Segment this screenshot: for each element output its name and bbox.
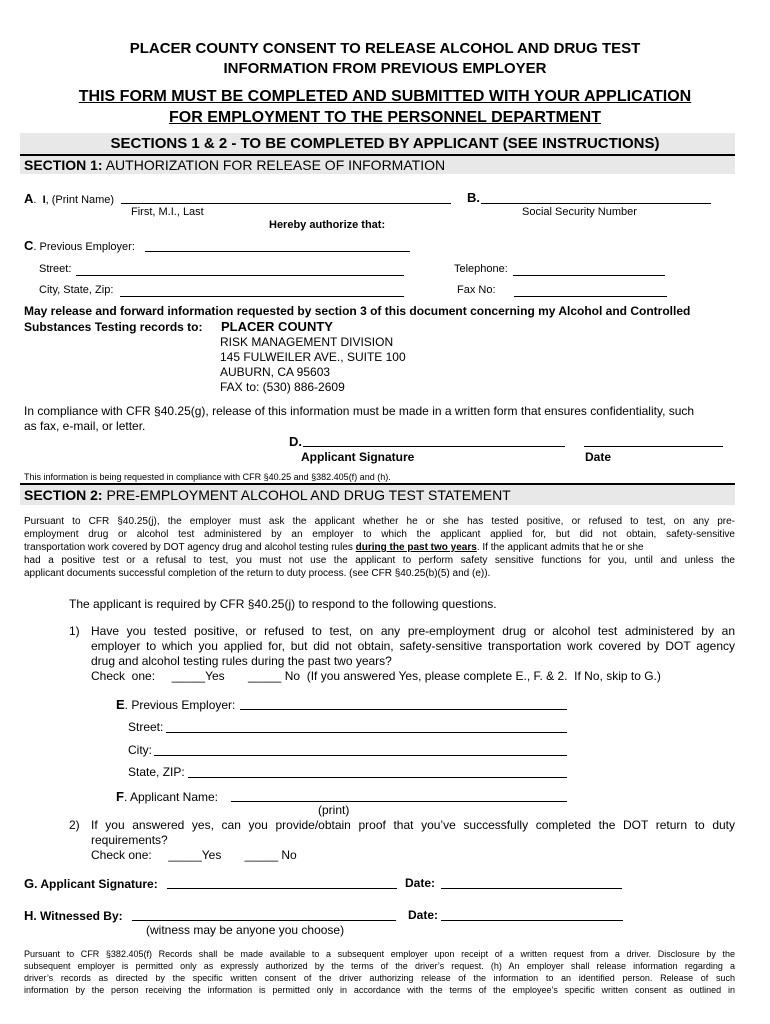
a-letter: A	[24, 191, 34, 206]
paragraph-line: employment drug or alcohol test administered by an employer to which the applicant applied for, but did not obtain, safety-sensitive	[24, 529, 735, 540]
section2-heading: PRE-EMPLOYMENT ALCOHOL AND DRUG TEST STATEMENT	[106, 487, 511, 503]
paragraph-line: Pursuant to CFR §40.25(j), the employer must ask the applicant whether he or she has tested positive, or refused to test, on any pre-	[24, 516, 735, 527]
date-caption: Date	[585, 450, 612, 464]
address-line3: AUBURN, CA 95603	[220, 365, 331, 379]
e-city-input[interactable]	[154, 755, 567, 756]
g-date-input[interactable]	[441, 888, 622, 889]
e-previous-employer-input[interactable]	[240, 709, 567, 710]
question2-line: requirements?	[91, 833, 168, 847]
section1-heading: AUTHORIZATION FOR RELEASE OF INFORMATION	[105, 157, 446, 173]
fax-number: FAX to: (530) 886-2609	[220, 380, 345, 394]
street-input[interactable]	[76, 275, 404, 276]
e-state-label: State, ZIP:	[128, 765, 185, 779]
print-name-input[interactable]	[121, 203, 451, 204]
past-two-years-emphasis: during the past two years	[355, 542, 477, 553]
question2-line: If you answered yes, can you provide/obtain proof that you’ve successfully completed the DOT return to duty	[91, 818, 735, 832]
e-city-label: City:	[128, 743, 152, 757]
hereby-authorize: Hereby authorize that:	[269, 219, 386, 231]
h-date-input[interactable]	[441, 920, 623, 921]
section2-header	[24, 487, 511, 503]
compliance-text-1: In compliance with CFR §40.25(g), release of this information must be made in a written form that ensures confidentiality, such	[24, 404, 695, 418]
field-f-label: F. Applicant Name:	[116, 789, 219, 804]
e-street-label: Street:	[128, 720, 164, 734]
field-c-label: C. Previous Employer:	[24, 238, 135, 253]
a-label: , (Print Name)	[45, 194, 115, 206]
sections-banner: SECTIONS 1 & 2 - TO BE COMPLETED BY APPLICANT (SEE INSTRUCTIONS)	[110, 135, 660, 152]
question2-check[interactable]: Check one: _____Yes _____ No	[91, 848, 297, 862]
section2-label: SECTION 2:	[24, 487, 103, 503]
section1-footnote: This information is being requested in compliance with CFR §40.25 and §382.405(f) and (h).	[24, 472, 391, 482]
release-text-2: Substances Testing records to:	[24, 320, 203, 334]
e-state-zip-input[interactable]	[188, 777, 567, 778]
compliance-text-2: as fax, e-mail, or letter.	[24, 419, 146, 433]
paragraph-line: transportation work covered by DOT agency drug and alcohol testing rules during the past two years. If the applicant admits that he or she	[24, 542, 644, 553]
street-label: Street:	[39, 263, 72, 275]
section1-label: SECTION 1:	[24, 157, 103, 173]
previous-employer-input[interactable]	[145, 251, 410, 252]
address-line1: RISK MANAGEMENT DIVISION	[220, 335, 394, 349]
city-input[interactable]	[120, 296, 404, 297]
signature-caption: Applicant Signature	[301, 450, 415, 464]
applicant-name-input[interactable]	[231, 801, 567, 802]
question1-line: employer to which you applied for, but did not obtain, safety-sensitive transportation work covered by DOT agency	[91, 639, 735, 653]
footer-line: information by the person receiving the information is permitted only in accordance with the terms of the employee’s specific written consent as outlined in	[24, 985, 735, 995]
telephone-label: Telephone:	[454, 263, 508, 275]
form-title-line2: INFORMATION FROM PREVIOUS EMPLOYER	[223, 60, 547, 77]
question1-number: 1)	[69, 624, 80, 638]
question1-line: Have you tested positive, or refused to test, on any pre-employment drug or alcohol test administered by an	[91, 624, 735, 638]
field-b-label: B.	[467, 190, 481, 205]
paragraph-line: had a positive test or a refusal to test, you must not use the applicant to perform safety sensitive functions for you, until and unless the	[24, 555, 735, 566]
county-name: PLACER COUNTY	[221, 319, 333, 334]
city-label: City, State, Zip:	[39, 284, 114, 296]
submission-notice-line1: THIS FORM MUST BE COMPLETED AND SUBMITTED WITH YOUR APPLICATION	[78, 88, 692, 105]
address-line2: 145 FULWEILER AVE., SUITE 100	[220, 350, 406, 364]
g-date-label: Date:	[405, 876, 436, 890]
print-caption: (print)	[318, 803, 350, 817]
h-date-label: Date:	[408, 908, 439, 922]
field-e-label: E. Previous Employer:	[116, 697, 236, 712]
field-g-label: G. Applicant Signature:	[24, 876, 158, 891]
form-title-line1: PLACER COUNTY CONSENT TO RELEASE ALCOHOL AND DRUG TEST	[129, 40, 641, 57]
witness-note: (witness may be anyone you choose)	[146, 923, 345, 937]
footer-line: subsequent employer is permitted only as expressly authorized by the terms of the driver’s request. (h) An employer shall release information regarding a	[24, 961, 735, 971]
fax-label: Fax No:	[457, 284, 496, 296]
a-i: I	[42, 194, 46, 206]
question1-check[interactable]: Check one: _____Yes _____ No (If you answered Yes, please complete E., F. & 2. If No, skip to G.)	[91, 669, 661, 683]
applicant-signature-input[interactable]	[303, 446, 565, 447]
footer-line: Pursuant to CFR §382.405(f) Records shall be made available to a subsequent employer upon receipt of a written request from a driver. Disclosure by the	[24, 949, 735, 959]
footer-line: driver’s records as directed by the specific written consent of the driver authorizing release of the information to an identified person. Release of such	[24, 973, 735, 983]
e-street-input[interactable]	[166, 732, 567, 733]
field-a-label: A. I, (Print Name)	[24, 191, 115, 206]
signature-date-input[interactable]	[584, 446, 723, 447]
ssn-input[interactable]	[481, 203, 711, 204]
question1-line: drug and alcohol testing rules during the past two years?	[91, 654, 392, 668]
witness-input[interactable]	[132, 920, 396, 921]
question2-number: 2)	[69, 818, 80, 832]
paragraph-line: applicant documents successful completion of the return to duty process. (see CFR §40.25(b)(5) and (e)).	[24, 568, 491, 579]
release-text: May release and forward information requested by section 3 of this document concerning my Alcohol and Controlled	[24, 304, 691, 318]
field-h-label: H. Witnessed By:	[24, 908, 123, 923]
section1-header	[24, 157, 445, 173]
required-statement: The applicant is required by CFR §40.25(j) to respond to the following questions.	[69, 597, 497, 611]
submission-notice-line2: FOR EMPLOYMENT TO THE PERSONNEL DEPARTMENT	[168, 109, 602, 126]
a-sublabel: First, M.I., Last	[131, 206, 204, 218]
b-sublabel: Social Security Number	[522, 206, 637, 218]
field-d-label: D.	[289, 434, 302, 449]
telephone-input[interactable]	[513, 275, 665, 276]
fax-input[interactable]	[514, 296, 667, 297]
g-signature-input[interactable]	[167, 888, 397, 889]
